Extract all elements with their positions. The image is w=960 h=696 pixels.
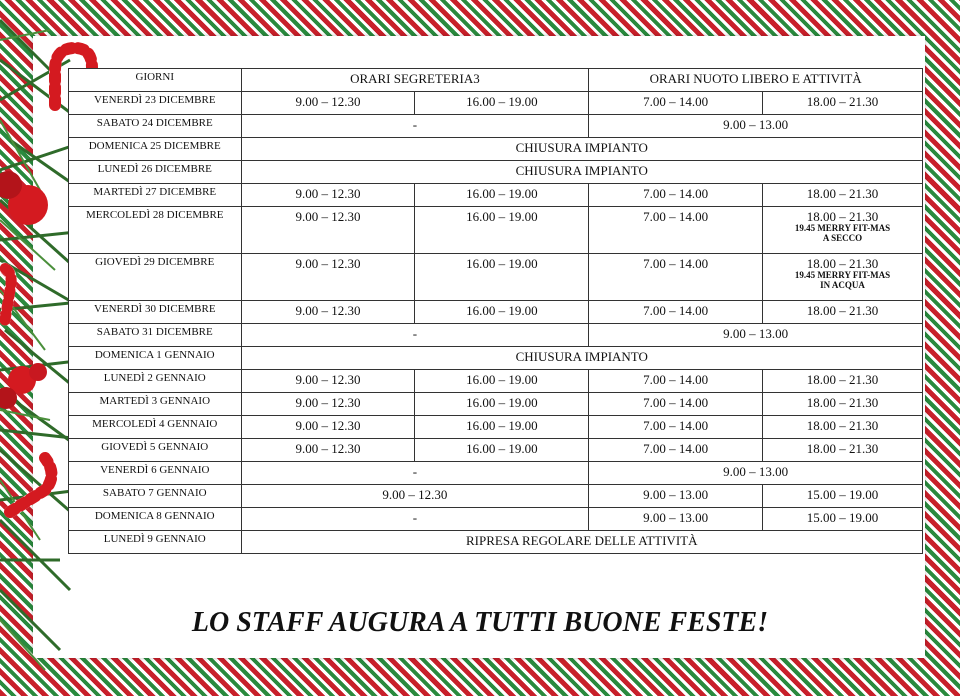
office-hours-cell: 9.00 – 12.30 (241, 485, 589, 508)
schedule-table (68, 68, 923, 554)
day-cell: GIOVEDÌ 29 DICEMBRE (69, 254, 242, 301)
swim-morning-cell: 7.00 – 14.00 (589, 301, 763, 324)
day-cell: MARTEDÌ 3 GENNAIO (69, 393, 242, 416)
office-hours-cell: - (241, 462, 589, 485)
evening-hours: 18.00 – 21.30 (806, 209, 879, 224)
day-cell: LUNEDÌ 9 GENNAIO (69, 531, 242, 554)
swim-evening-cell: 18.00 – 21.30 (762, 416, 922, 439)
table-row (69, 462, 923, 485)
day-cell: DOMENICA 8 GENNAIO (69, 508, 242, 531)
swim-hours-cell: 9.00 – 13.00 (589, 324, 923, 347)
day-cell: SABATO 24 DICEMBRE (69, 115, 242, 138)
day-cell: MERCOLEDÌ 4 GENNAIO (69, 416, 242, 439)
office-afternoon-cell: 16.00 – 19.00 (415, 439, 589, 462)
event-note: 19.45 MERRY FIT-MAS (794, 223, 891, 233)
day-cell: LUNEDÌ 2 GENNAIO (69, 370, 242, 393)
day-cell: VENERDÌ 6 GENNAIO (69, 462, 242, 485)
table-row (69, 370, 923, 393)
office-morning-cell: 9.00 – 12.30 (241, 301, 415, 324)
table-row (69, 508, 923, 531)
swim-morning-cell: 7.00 – 14.00 (589, 393, 763, 416)
office-afternoon-cell: 16.00 – 19.00 (415, 393, 589, 416)
table-row (69, 531, 923, 554)
day-cell: MARTEDÌ 27 DICEMBRE (69, 184, 242, 207)
office-morning-cell: 9.00 – 12.30 (241, 207, 415, 254)
swim-evening-cell: 18.00 – 21.30 (762, 370, 922, 393)
header-swim-hours: ORARI NUOTO LIBERO E ATTIVITÀ (589, 69, 923, 92)
office-afternoon-cell: 16.00 – 19.00 (415, 184, 589, 207)
table-row (69, 301, 923, 324)
table-row (69, 439, 923, 462)
swim-evening-cell: 15.00 – 19.00 (762, 508, 922, 531)
table-row (69, 416, 923, 439)
table-row (69, 138, 923, 161)
status-cell: RIPRESA REGOLARE DELLE ATTIVITÀ (241, 531, 923, 554)
swim-evening-cell: 18.00 – 21.30 (762, 184, 922, 207)
office-afternoon-cell: 16.00 – 19.00 (415, 254, 589, 301)
day-cell: SABATO 7 GENNAIO (69, 485, 242, 508)
office-morning-cell: 9.00 – 12.30 (241, 393, 415, 416)
header-office-hours: ORARI SEGRETERIA3 (241, 69, 589, 92)
table-row (69, 115, 923, 138)
swim-morning-cell: 7.00 – 14.00 (589, 370, 763, 393)
table-row (69, 184, 923, 207)
header-days: GIORNI (69, 69, 242, 92)
table-row (69, 92, 923, 115)
greeting-text: LO STAFF AUGURA A TUTTI BUONE FESTE! (191, 607, 769, 638)
day-cell: LUNEDÌ 26 DICEMBRE (69, 161, 242, 184)
swim-morning-cell: 9.00 – 13.00 (589, 485, 763, 508)
event-note-detail: IN ACQUA (820, 279, 865, 290)
event-note-detail: A SECCO (822, 232, 863, 243)
swim-evening-cell (762, 254, 922, 301)
swim-evening-cell (762, 207, 922, 254)
swim-morning-cell: 7.00 – 14.00 (589, 416, 763, 439)
table-row (69, 393, 923, 416)
swim-evening-cell: 18.00 – 21.30 (762, 393, 922, 416)
swim-morning-cell: 7.00 – 14.00 (589, 439, 763, 462)
swim-morning-cell: 7.00 – 14.00 (589, 184, 763, 207)
day-cell: MERCOLEDÌ 28 DICEMBRE (69, 207, 242, 254)
office-afternoon-cell: 16.00 – 19.00 (415, 301, 589, 324)
evening-hours: 18.00 – 21.30 (806, 256, 879, 271)
status-cell: CHIUSURA IMPIANTO (241, 161, 923, 184)
day-cell: VENERDÌ 30 DICEMBRE (69, 301, 242, 324)
office-morning-cell: 9.00 – 12.30 (241, 254, 415, 301)
swim-evening-cell: 18.00 – 21.30 (762, 301, 922, 324)
swim-morning-cell: 7.00 – 14.00 (589, 207, 763, 254)
status-cell: CHIUSURA IMPIANTO (241, 138, 923, 161)
office-morning-cell: 9.00 – 12.30 (241, 439, 415, 462)
table-row (69, 324, 923, 347)
day-cell: VENERDÌ 23 DICEMBRE (69, 92, 242, 115)
office-morning-cell: 9.00 – 12.30 (241, 184, 415, 207)
office-afternoon-cell: 16.00 – 19.00 (415, 416, 589, 439)
office-hours-cell: - (241, 508, 589, 531)
table-row (69, 207, 923, 254)
swim-morning-cell: 7.00 – 14.00 (589, 254, 763, 301)
office-morning-cell: 9.00 – 12.30 (241, 370, 415, 393)
table-row (69, 347, 923, 370)
swim-hours-cell: 9.00 – 13.00 (589, 462, 923, 485)
office-morning-cell: 9.00 – 12.30 (241, 416, 415, 439)
office-hours-cell: - (241, 324, 589, 347)
swim-evening-cell: 18.00 – 21.30 (762, 92, 922, 115)
event-note: 19.45 MERRY FIT-MAS (794, 270, 891, 280)
day-cell: GIOVEDÌ 5 GENNAIO (69, 439, 242, 462)
swim-morning-cell: 9.00 – 13.00 (589, 508, 763, 531)
day-cell: DOMENICA 1 GENNAIO (69, 347, 242, 370)
day-cell: SABATO 31 DICEMBRE (69, 324, 242, 347)
swim-evening-cell: 15.00 – 19.00 (762, 485, 922, 508)
table-row (69, 485, 923, 508)
table-row (69, 161, 923, 184)
office-afternoon-cell: 16.00 – 19.00 (415, 207, 589, 254)
table-row (69, 254, 923, 301)
office-afternoon-cell: 16.00 – 19.00 (415, 92, 589, 115)
day-cell: DOMENICA 25 DICEMBRE (69, 138, 242, 161)
office-hours-cell: - (241, 115, 589, 138)
swim-hours-cell: 9.00 – 13.00 (589, 115, 923, 138)
office-morning-cell: 9.00 – 12.30 (241, 92, 415, 115)
office-afternoon-cell: 16.00 – 19.00 (415, 370, 589, 393)
swim-evening-cell: 18.00 – 21.30 (762, 439, 922, 462)
swim-morning-cell: 7.00 – 14.00 (589, 92, 763, 115)
status-cell: CHIUSURA IMPIANTO (241, 347, 923, 370)
